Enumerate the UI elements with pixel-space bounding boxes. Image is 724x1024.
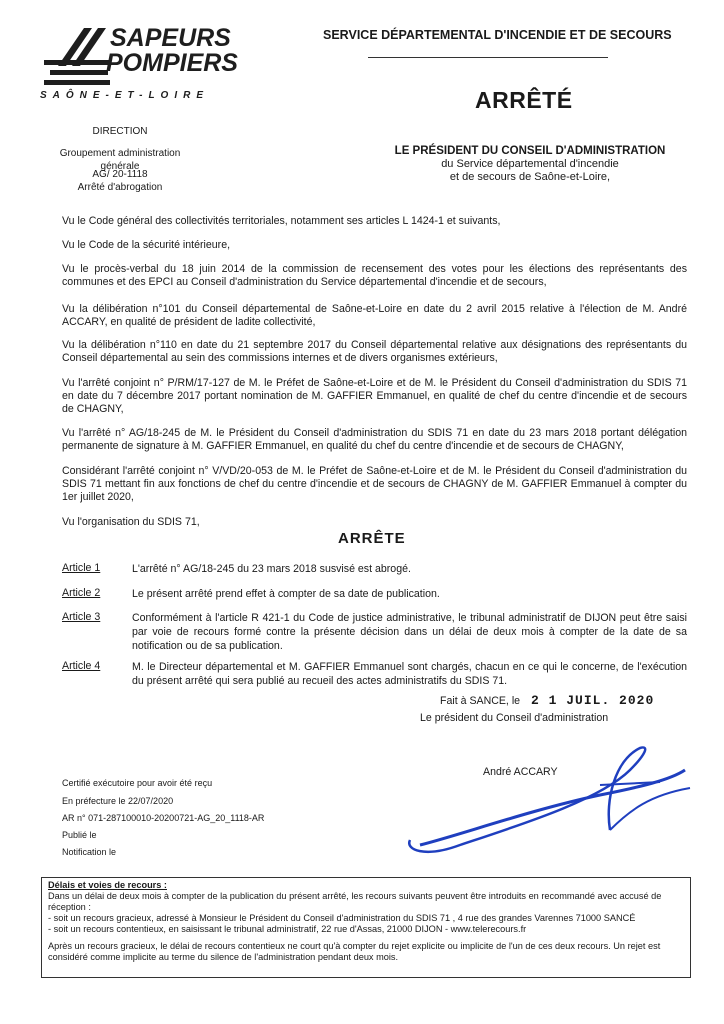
handwritten-signature <box>400 740 700 860</box>
recours-box <box>41 877 691 978</box>
logo-line1: SAPEURS <box>110 24 231 52</box>
recours-title: Délais et voies de recours : <box>48 880 167 890</box>
president-line2: du Service départemental d'incendie <box>441 158 619 170</box>
recours-text: Après un recours gracieux, le délai de recours contentieux ne court qu'à compter du rejet explicite ou implicite de l'un de ces deux recours. Un rejet est considéré comme implicite au terme du silence de l'administration pendant deux mois. <box>48 941 661 962</box>
visa-item: Vu la délibération n°101 du Conseil départemental de Saône-et-Loire en date du 2 avril 2015 relative à l'élection de M. André ACCARY, en qualité de président de ladite collectivité, <box>62 303 687 328</box>
groupement-label: Groupement administration générale <box>59 148 181 172</box>
article-text: Conformément à l'article R 421-1 du Code de justice administrative, le tribunal administratif de DIJON peut être saisi par voie de recours formé contre la présente décision dans un délai de deux mois à compter de la date de sa notification ou de sa publication. <box>132 612 687 652</box>
signatory-role: Le président du Conseil d'administration <box>420 712 609 724</box>
article-label: Article 4 <box>62 660 101 672</box>
president-title: LE PRÉSIDENT DU CONSEIL D'ADMINISTRATION <box>394 145 666 157</box>
date-stamp: 2 1 JUIL. 2020 <box>531 693 655 708</box>
president-line3: et de secours de Saône-et-Loire, <box>449 171 611 183</box>
visa-item: Vu le Code de la sécurité intérieure, <box>62 239 231 251</box>
article-text: Le présent arrêté prend effet à compter de sa date de publication. <box>132 588 440 600</box>
service-title: SERVICE DÉPARTEMENTAL D'INCENDIE ET DE SECOURS <box>323 28 672 42</box>
visa-item: Vu le procès-verbal du 18 juin 2014 de la commission de recensement des votes pour les élections des représentants des communes et des EPCI au Conseil d'administration du Service départemental d'incendie et de secours, <box>62 263 687 288</box>
direction-label: DIRECTION <box>92 126 148 137</box>
article-text: M. le Directeur départemental et M. GAFFIER Emmanuel sont chargés, chacun en ce qui le concerne, de l'exécution du présent arrêté qui sera publié au recueil des actes administratifs du SDIS 71. <box>132 661 687 687</box>
visa-item: Vu l'arrêté conjoint n° P/RM/17-127 de M. le Préfet de Saône-et-Loire et de M. le Président du Conseil d'administration du SDIS 71 en date du 7 décembre 2017 portant nomination de M. GAFFIER Emmanuel, en qualité de chef du centre d'incendie et de secours de CHAGNY, <box>62 377 687 415</box>
cert-line: Notification le <box>62 847 117 857</box>
logo-line2: POMPIERS <box>106 49 238 77</box>
visa-item: Vu l'arrêté n° AG/18-245 de M. le Président du Conseil d'administration du SDIS 71 en date du 23 mars 2018 portant délégation permanente de signature à M. GAFFIER Emmanuel, en qualité du chef du centre d'incendie et de secours de CHAGNY, <box>62 427 687 452</box>
article-label: Article 3 <box>62 611 101 623</box>
visa-item: Considérant l'arrêté conjoint n° V/VD/20-053 de M. le Préfet de Saône-et-Loire et de M. le Président du Conseil d'administration du SDIS 71 mettant fin aux fonctions de chef du centre d'incendie et de secours de CHAGNY de M. GAFFIER Emmanuel à compter du 1er juillet 2020, <box>62 465 687 503</box>
fait-a-label: Fait à SANCE, le <box>440 695 521 707</box>
cert-line: Certifié exécutoire pour avoir été reçu <box>62 778 213 788</box>
arrete-type: Arrêté d'abrogation <box>77 182 163 193</box>
recours-text: - soit un recours contentieux, en saisissant le tribunal administratif, 22 rue d'Assas, 21000 DIJON - www.telerecours.fr <box>48 924 527 934</box>
fait-a <box>440 693 654 708</box>
recours-text: - soit un recours gracieux, adressé à Monsieur le Président du Conseil d'administration du SDIS 71 , 4 rue des grandes Varennes 71000 SANCÉ <box>48 913 636 923</box>
article-label: Article 1 <box>62 562 101 574</box>
recours-text: Dans un délai de deux mois à compter de la publication du présent arrêté, les recours suivants peuvent être introduits en recommandé avec accusé de réception : <box>48 891 662 912</box>
arrete-heading: ARRÊTÉ <box>475 87 573 113</box>
president-block <box>390 145 670 184</box>
cert-line: AR n° 071-287100010-20200721-AG_20_1118-AR <box>62 813 265 823</box>
article-label: Article 2 <box>62 587 101 599</box>
reference-number: AG/ 20-1118 <box>92 169 148 180</box>
visa-item: Vu le Code général des collectivités territoriales, notamment ses articles L 1424-1 et suivants, <box>62 215 501 227</box>
logo-sub: SAÔNE-ET-LOIRE <box>40 90 210 101</box>
arrete-mid-heading: ARRÊTE <box>338 530 406 547</box>
visa-item: Vu l'organisation du SDIS 71, <box>62 516 200 528</box>
cert-line: Publié le <box>62 830 97 840</box>
article-text: L'arrêté n° AG/18-245 du 23 mars 2018 susvisé est abrogé. <box>132 563 411 575</box>
visa-item: Vu la délibération n°110 en date du 21 septembre 2017 du Conseil départemental relative aux désignations des représentants du Conseil départemental au sein des commissions internes et de divers organismes extérieurs, <box>62 339 687 364</box>
service-title-rule <box>368 57 608 58</box>
cert-line: En préfecture le 22/07/2020 <box>62 796 174 806</box>
signatory-name: André ACCARY <box>483 766 558 778</box>
